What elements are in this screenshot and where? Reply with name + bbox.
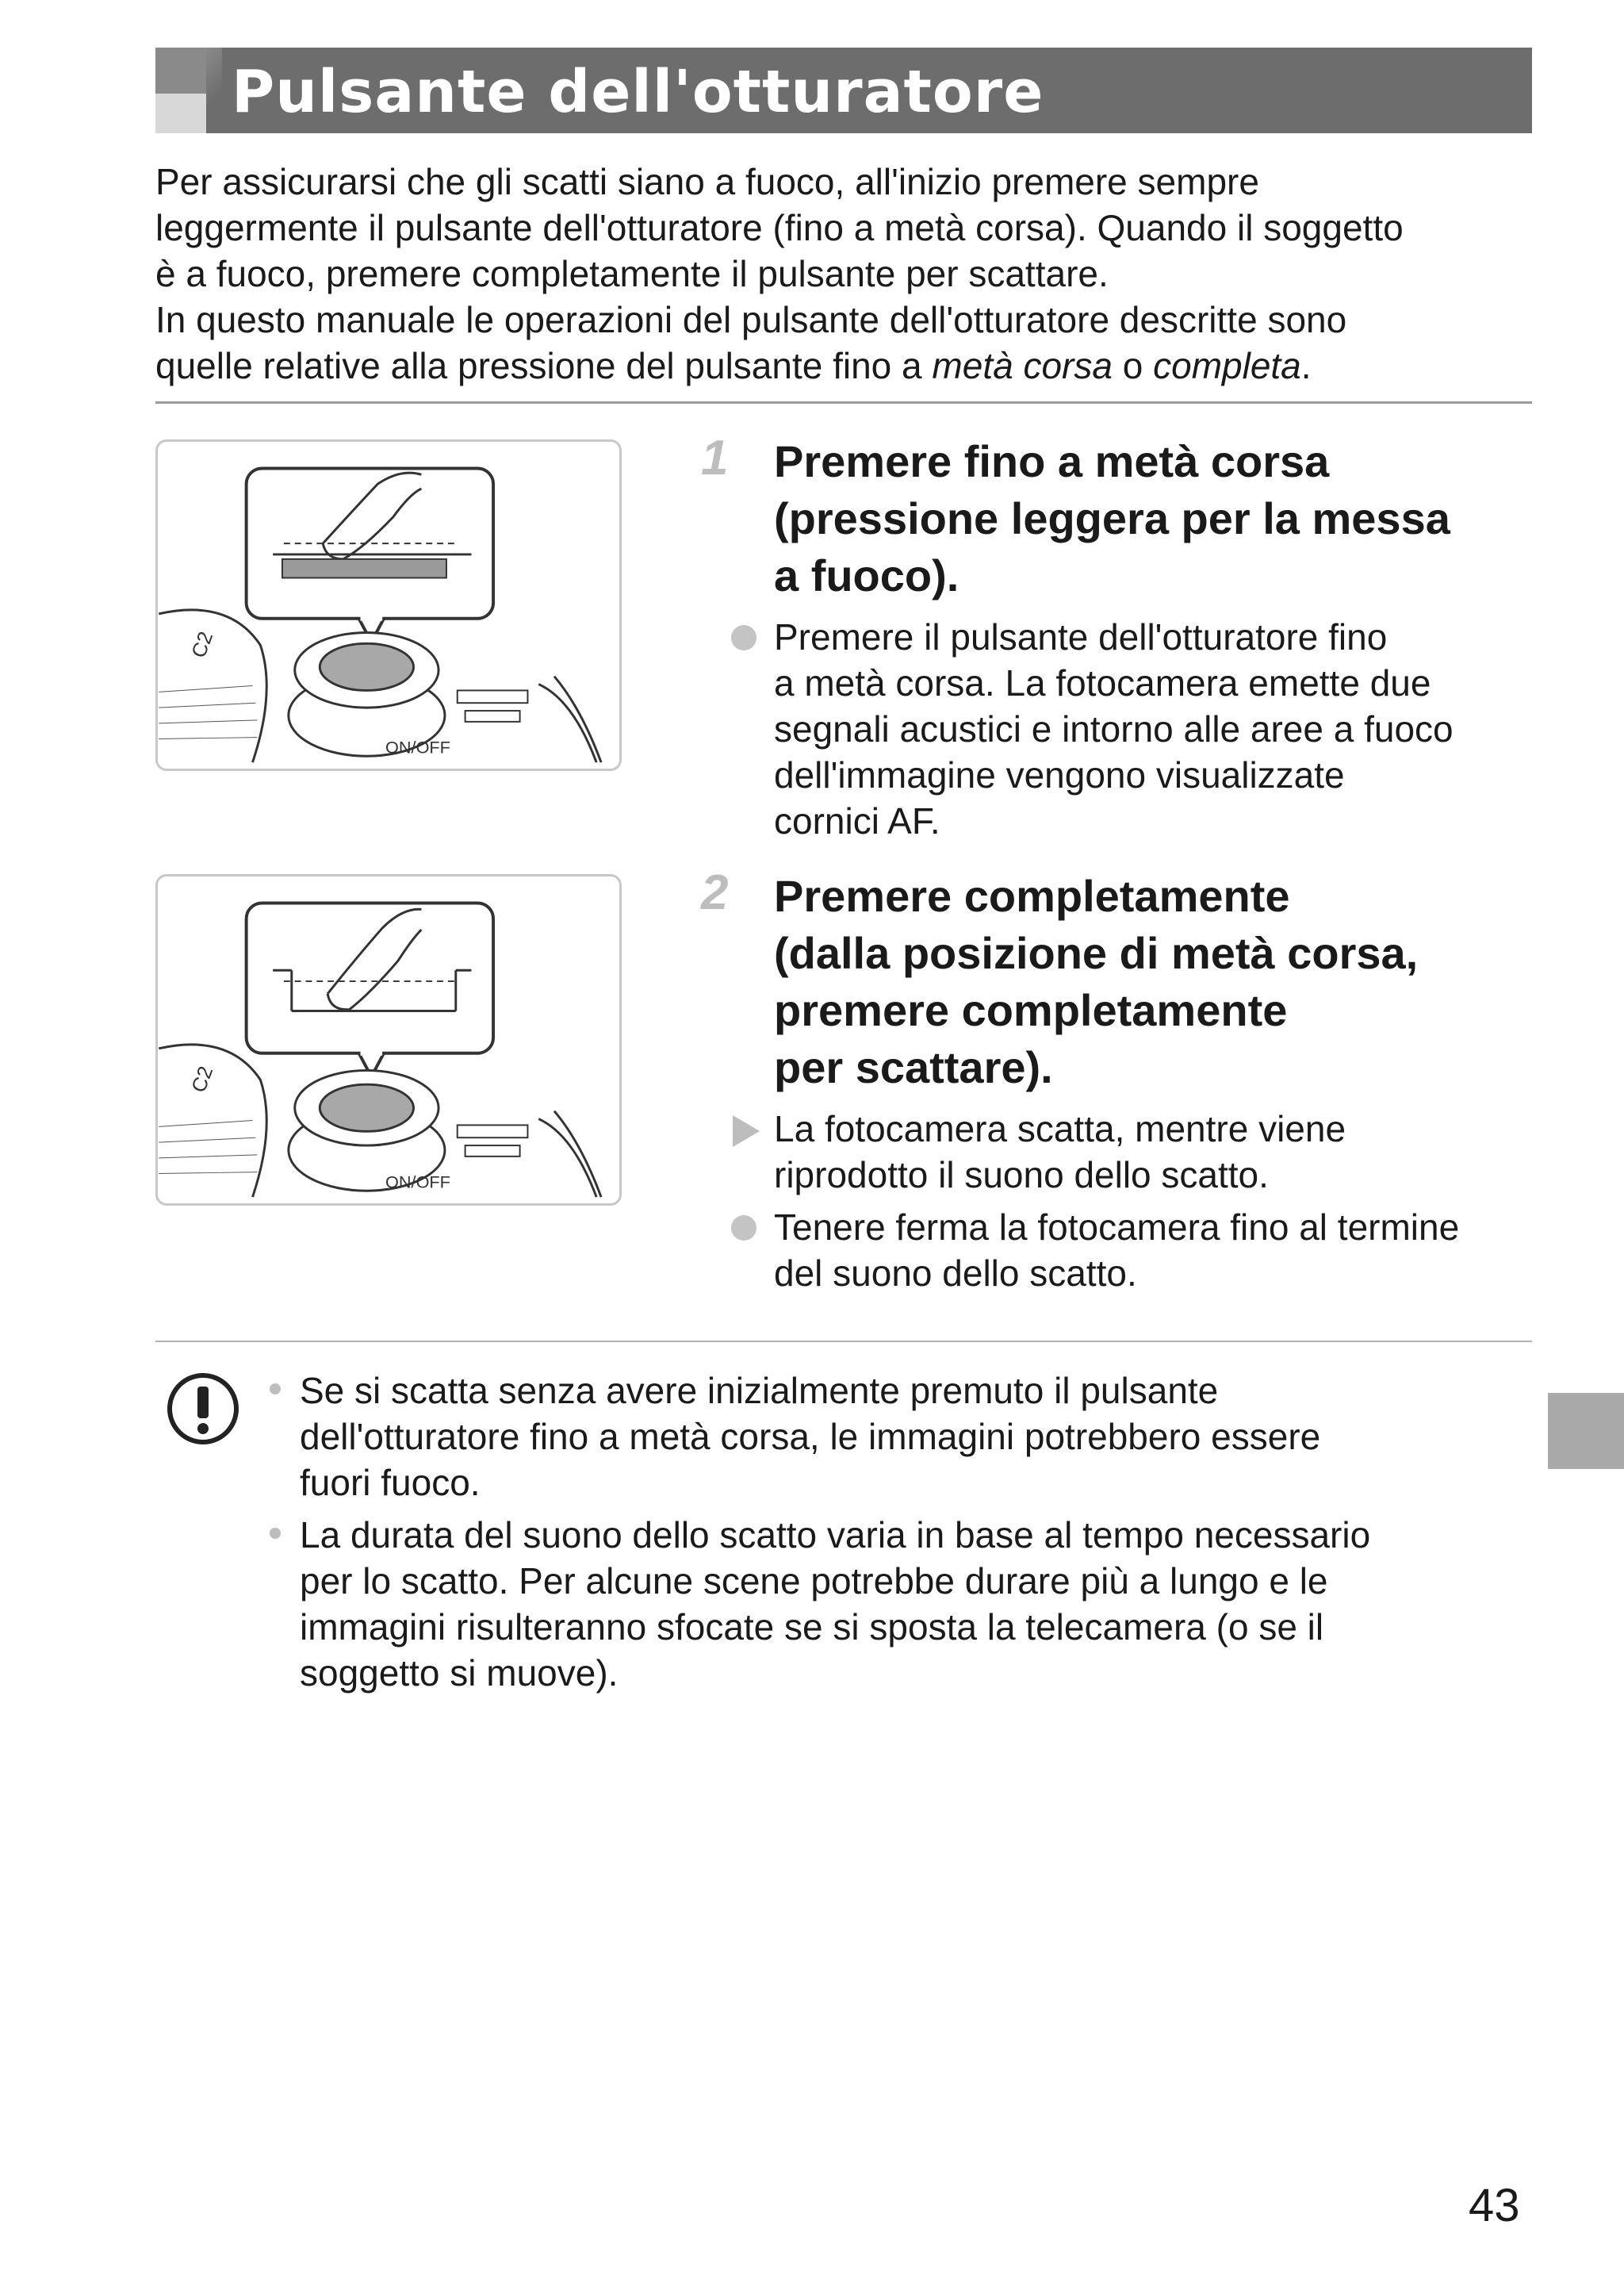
- caution-note: [265, 1367, 1534, 1506]
- result-arrow-icon: [733, 1115, 760, 1147]
- step-number: 1: [701, 431, 729, 485]
- divider: [155, 401, 1532, 404]
- title-square-decoration: [155, 48, 206, 95]
- on-off-label: ON/OFF: [385, 1172, 450, 1192]
- intro-line: è a fuoco, premere completamente il pulsante per scattare.: [155, 253, 1109, 294]
- note-line: dell'otturatore fino a metà corsa, le immagini potrebbero essere: [300, 1416, 1321, 1457]
- note-line: fuori fuoco.: [300, 1462, 481, 1503]
- step-title-line: (pressione leggera per la messa: [774, 493, 1450, 543]
- mode-dial-label: C2: [187, 628, 218, 662]
- on-off-label: ON/OFF: [385, 737, 450, 758]
- page-title: Pulsante dell'otturatore: [232, 58, 1044, 126]
- intro-line: In questo manuale le operazioni del pulsante dell'otturatore descritte sono: [155, 299, 1347, 340]
- step-title: [774, 868, 1535, 1096]
- title-square-decoration-light: [155, 94, 206, 133]
- note-line: Se si scatta senza avere inizialmente premuto il pulsante: [300, 1370, 1219, 1411]
- intro-line: leggermente il pulsante dell'otturatore (fino a metà corsa). Quando il soggetto: [155, 207, 1404, 248]
- result-text: [774, 1106, 1537, 1198]
- intro-text: quelle relative alla pressione del pulsante fino a: [155, 345, 933, 386]
- note-line: soggetto si muove).: [300, 1652, 619, 1694]
- intro-line-last: [155, 343, 1535, 389]
- step-title-line: premere completamente: [774, 985, 1288, 1035]
- intro-paragraph: [155, 159, 1535, 389]
- step-title: [774, 433, 1535, 604]
- bullet-line: a metà corsa. La fotocamera emette due: [774, 662, 1431, 704]
- shutter-full-press-drawing: [158, 876, 619, 1203]
- note-line: La durata del suono dello scatto varia in base al tempo necessario: [300, 1514, 1371, 1555]
- intro-line: Per assicurarsi che gli scatti siano a fuoco, all'inizio premere sempre: [155, 161, 1259, 202]
- caution-note: [265, 1512, 1534, 1696]
- bullet-dot-icon: [731, 1215, 756, 1241]
- note-bullet-icon: [270, 1383, 281, 1394]
- note-line: immagini risulteranno sfocate se si sposta la telecamera (o se il: [300, 1606, 1324, 1647]
- step-title-line: Premere completamente: [774, 871, 1290, 921]
- illustration-half-press: [155, 439, 622, 771]
- result-line: La fotocamera scatta, mentre viene: [774, 1108, 1346, 1149]
- bullet-line: Premere il pulsante dell'otturatore fino: [774, 616, 1388, 658]
- step-title-line: Premere fino a metà corsa: [774, 436, 1330, 486]
- step-number: 2: [701, 865, 729, 920]
- illustration-full-press: [155, 874, 622, 1206]
- shutter-half-press-drawing: [158, 442, 619, 769]
- divider: [155, 1341, 1532, 1342]
- result-line: riprodotto il suono dello scatto.: [774, 1154, 1269, 1195]
- note-text: [300, 1367, 1534, 1506]
- step-title-line: per scattare).: [774, 1042, 1053, 1092]
- exclamation-circle-icon: [165, 1371, 241, 1447]
- bullet-line: cornici AF.: [774, 800, 940, 842]
- bullet-dot-icon: [731, 625, 756, 650]
- bullet-text: [774, 614, 1537, 844]
- intro-text: o: [1112, 345, 1154, 386]
- bullet-line: del suono dello scatto.: [774, 1252, 1137, 1294]
- step-bullet: [728, 1204, 1537, 1296]
- step-bullet: [728, 614, 1537, 844]
- step-title-line: (dalla posizione di metà corsa,: [774, 928, 1419, 978]
- intro-text: .: [1300, 345, 1312, 386]
- chapter-side-tab: [1548, 1393, 1624, 1469]
- step-result: [728, 1106, 1537, 1198]
- intro-emphasis-half: metà corsa: [932, 345, 1113, 386]
- page-number: 43: [1469, 2180, 1520, 2231]
- title-notch-decoration: [206, 48, 222, 133]
- intro-emphasis-full: completa: [1153, 345, 1301, 386]
- bullet-line: segnali acustici e intorno alle aree a fuoco: [774, 708, 1454, 750]
- bullet-text: [774, 1204, 1537, 1296]
- note-line: per lo scatto. Per alcune scene potrebbe durare più a lungo e le: [300, 1560, 1328, 1601]
- step-title-line: a fuoco).: [774, 550, 959, 600]
- bullet-line: dell'immagine vengono visualizzate: [774, 754, 1345, 796]
- mode-dial-label: C2: [187, 1063, 218, 1096]
- bullet-line: Tenere ferma la fotocamera fino al termine: [774, 1206, 1460, 1248]
- note-text: [300, 1512, 1534, 1696]
- note-bullet-icon: [270, 1528, 281, 1539]
